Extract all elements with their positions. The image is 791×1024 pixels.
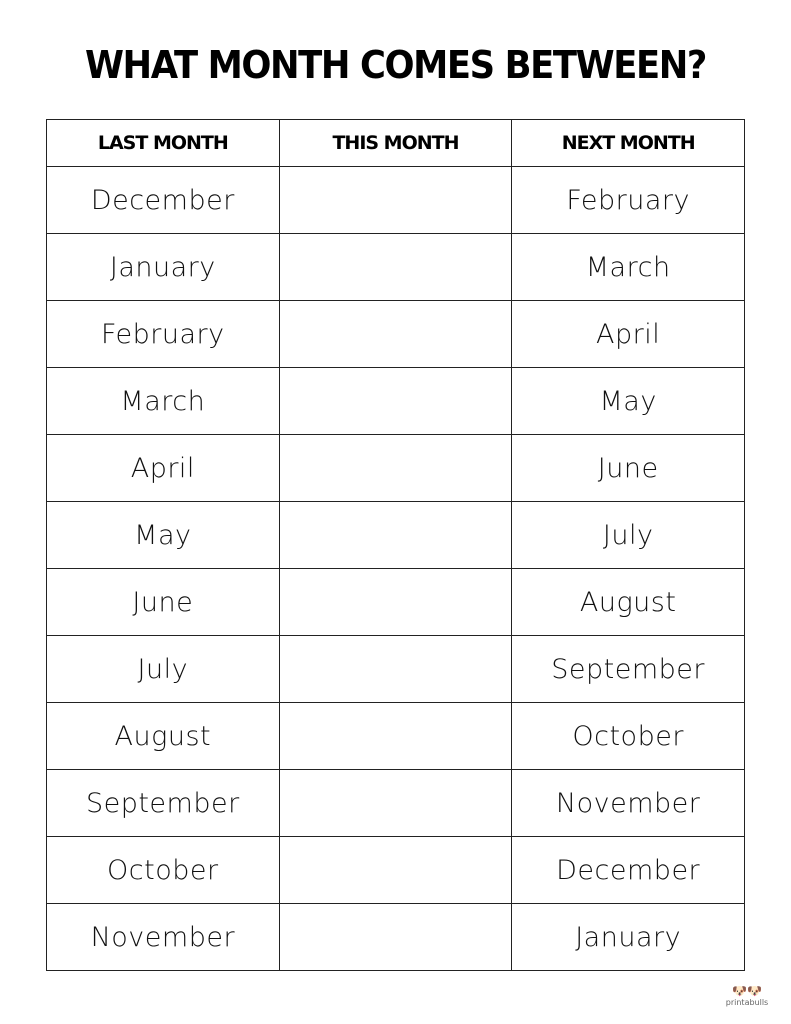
table-row [47, 569, 745, 636]
table-row [47, 234, 745, 301]
cell-last-month: November [47, 904, 280, 971]
brand-name: printabulls [725, 998, 769, 1007]
cell-last-month: February [47, 301, 280, 368]
cell-last-month: January [47, 234, 280, 301]
cell-this-month-answer[interactable] [279, 569, 512, 636]
cell-this-month-answer[interactable] [279, 435, 512, 502]
cell-last-month: September [47, 770, 280, 837]
cell-this-month-answer[interactable] [279, 837, 512, 904]
cell-last-month: December [47, 167, 280, 234]
cell-next-month: May [512, 368, 745, 435]
cell-next-month: February [512, 167, 745, 234]
cell-this-month-answer[interactable] [279, 234, 512, 301]
header-last-month: LAST MONTH [47, 120, 280, 167]
cell-last-month: March [47, 368, 280, 435]
cell-next-month: July [512, 502, 745, 569]
table-row [47, 904, 745, 971]
cell-last-month: April [47, 435, 280, 502]
table-row [47, 770, 745, 837]
table-row [47, 301, 745, 368]
cell-this-month-answer[interactable] [279, 167, 512, 234]
cell-last-month: October [47, 837, 280, 904]
cell-this-month-answer[interactable] [279, 368, 512, 435]
cell-this-month-answer[interactable] [279, 770, 512, 837]
cell-this-month-answer[interactable] [279, 301, 512, 368]
table-row [47, 502, 745, 569]
months-table [46, 119, 745, 971]
table-row [47, 368, 745, 435]
cell-next-month: September [512, 636, 745, 703]
cell-next-month: January [512, 904, 745, 971]
bulldog-pair-icon: 🐶🐶 [732, 984, 762, 998]
page-title: WHAT MONTH COMES BETWEEN? [84, 43, 707, 87]
table-row [47, 837, 745, 904]
header-this-month: THIS MONTH [279, 120, 512, 167]
cell-next-month: June [512, 435, 745, 502]
cell-next-month: October [512, 703, 745, 770]
header-next-month: NEXT MONTH [512, 120, 745, 167]
cell-this-month-answer[interactable] [279, 502, 512, 569]
cell-this-month-answer[interactable] [279, 904, 512, 971]
cell-next-month: November [512, 770, 745, 837]
table-row [47, 167, 745, 234]
printabulls-logo [722, 984, 772, 1007]
cell-this-month-answer[interactable] [279, 636, 512, 703]
cell-last-month: June [47, 569, 280, 636]
cell-next-month: December [512, 837, 745, 904]
table-row [47, 435, 745, 502]
cell-next-month: March [512, 234, 745, 301]
cell-last-month: July [47, 636, 280, 703]
table-row [47, 703, 745, 770]
cell-last-month: August [47, 703, 280, 770]
cell-last-month: May [47, 502, 280, 569]
header-row [47, 120, 745, 167]
cell-next-month: April [512, 301, 745, 368]
table-row [47, 636, 745, 703]
cell-this-month-answer[interactable] [279, 703, 512, 770]
cell-next-month: August [512, 569, 745, 636]
